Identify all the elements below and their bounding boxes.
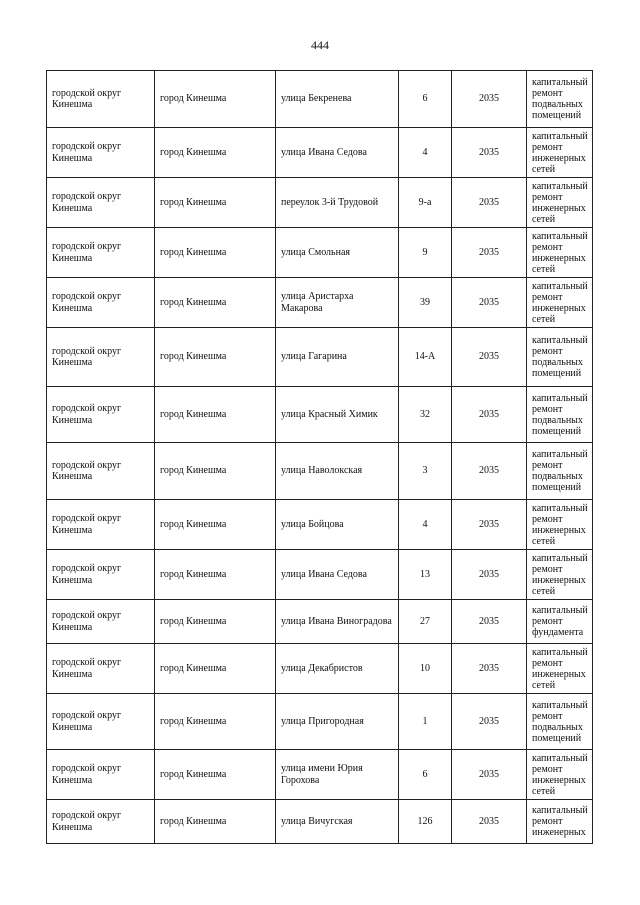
cell-dom: 39: [399, 278, 452, 328]
cell-dom: 14-А: [399, 328, 452, 387]
cell-dom: 6: [399, 71, 452, 128]
cell-gorod: город Кинешма: [155, 443, 276, 500]
cell-gorod: город Кинешма: [155, 228, 276, 278]
cell-dom: 9: [399, 228, 452, 278]
cell-dom: 9-а: [399, 178, 452, 228]
cell-god: 2035: [452, 228, 527, 278]
cell-ulica: улица Гагарина: [276, 328, 399, 387]
cell-ulica: улица Пригородная: [276, 694, 399, 750]
cell-okrug: городской округ Кинешма: [47, 71, 155, 128]
cell-vid: капитальный ремонт инженерных сетей: [527, 550, 593, 600]
cell-okrug: городской округ Кинешма: [47, 500, 155, 550]
cell-okrug: городской округ Кинешма: [47, 600, 155, 644]
table-row: [47, 800, 593, 844]
table-row: [47, 328, 593, 387]
cell-gorod: город Кинешма: [155, 178, 276, 228]
cell-ulica: улица Красный Химик: [276, 387, 399, 443]
cell-gorod: город Кинешма: [155, 500, 276, 550]
table-row: [47, 387, 593, 443]
cell-dom: 4: [399, 500, 452, 550]
cell-okrug: городской округ Кинешма: [47, 694, 155, 750]
cell-vid: капитальный ремонт инженерных сетей: [527, 500, 593, 550]
cell-vid: капитальный ремонт фундамента: [527, 600, 593, 644]
cell-gorod: город Кинешма: [155, 387, 276, 443]
cell-dom: 126: [399, 800, 452, 844]
cell-ulica: улица Бекренева: [276, 71, 399, 128]
cell-dom: 32: [399, 387, 452, 443]
cell-dom: 4: [399, 128, 452, 178]
register-table-body: [47, 71, 593, 844]
cell-ulica: улица Наволокская: [276, 443, 399, 500]
cell-god: 2035: [452, 644, 527, 694]
cell-god: 2035: [452, 550, 527, 600]
cell-okrug: городской округ Кинешма: [47, 278, 155, 328]
cell-gorod: город Кинешма: [155, 644, 276, 694]
cell-gorod: город Кинешма: [155, 278, 276, 328]
cell-vid: капитальный ремонт подвальных помещений: [527, 443, 593, 500]
cell-god: 2035: [452, 750, 527, 800]
cell-ulica: переулок 3-й Трудовой: [276, 178, 399, 228]
cell-okrug: городской округ Кинешма: [47, 443, 155, 500]
cell-vid: капитальный ремонт подвальных помещений: [527, 71, 593, 128]
cell-gorod: город Кинешма: [155, 550, 276, 600]
cell-okrug: городской округ Кинешма: [47, 128, 155, 178]
cell-vid: капитальный ремонт инженерных сетей: [527, 178, 593, 228]
table-row: [47, 71, 593, 128]
cell-gorod: город Кинешма: [155, 750, 276, 800]
cell-dom: 3: [399, 443, 452, 500]
cell-dom: 27: [399, 600, 452, 644]
cell-vid: капитальный ремонт инженерных сетей: [527, 644, 593, 694]
cell-gorod: город Кинешма: [155, 71, 276, 128]
cell-dom: 13: [399, 550, 452, 600]
cell-vid: капитальный ремонт инженерных сетей: [527, 278, 593, 328]
cell-god: 2035: [452, 178, 527, 228]
cell-ulica: улица Аристарха Макарова: [276, 278, 399, 328]
cell-dom: 1: [399, 694, 452, 750]
cell-god: 2035: [452, 800, 527, 844]
cell-okrug: городской округ Кинешма: [47, 328, 155, 387]
cell-ulica: улица Вичугская: [276, 800, 399, 844]
cell-okrug: городской округ Кинешма: [47, 178, 155, 228]
cell-okrug: городской округ Кинешма: [47, 750, 155, 800]
table-row: [47, 128, 593, 178]
table-row: [47, 178, 593, 228]
cell-god: 2035: [452, 128, 527, 178]
cell-god: 2035: [452, 387, 527, 443]
cell-god: 2035: [452, 443, 527, 500]
cell-god: 2035: [452, 500, 527, 550]
cell-okrug: городской округ Кинешма: [47, 800, 155, 844]
cell-gorod: город Кинешма: [155, 694, 276, 750]
cell-vid: капитальный ремонт инженерных сетей: [527, 228, 593, 278]
table-row: [47, 644, 593, 694]
cell-dom: 6: [399, 750, 452, 800]
cell-ulica: улица Ивана Седова: [276, 128, 399, 178]
table-row: [47, 278, 593, 328]
cell-vid: капитальный ремонт подвальных помещений: [527, 694, 593, 750]
cell-ulica: улица Смольная: [276, 228, 399, 278]
table-row: [47, 443, 593, 500]
cell-okrug: городской округ Кинешма: [47, 550, 155, 600]
cell-ulica: улица имени Юрия Горохова: [276, 750, 399, 800]
page-number: 444: [311, 38, 329, 52]
cell-vid: капитальный ремонт инженерных: [527, 800, 593, 844]
cell-god: 2035: [452, 600, 527, 644]
cell-gorod: город Кинешма: [155, 800, 276, 844]
table-row: [47, 600, 593, 644]
cell-vid: капитальный ремонт подвальных помещений: [527, 328, 593, 387]
table-row: [47, 550, 593, 600]
table-row: [47, 228, 593, 278]
cell-okrug: городской округ Кинешма: [47, 644, 155, 694]
cell-ulica: улица Декабристов: [276, 644, 399, 694]
cell-gorod: город Кинешма: [155, 328, 276, 387]
cell-gorod: город Кинешма: [155, 600, 276, 644]
cell-ulica: улица Бойцова: [276, 500, 399, 550]
cell-god: 2035: [452, 328, 527, 387]
cell-dom: 10: [399, 644, 452, 694]
table-row: [47, 694, 593, 750]
cell-god: 2035: [452, 278, 527, 328]
register-table: [46, 70, 593, 844]
cell-god: 2035: [452, 71, 527, 128]
cell-ulica: улица Ивана Виноградова: [276, 600, 399, 644]
cell-okrug: городской округ Кинешма: [47, 228, 155, 278]
cell-vid: капитальный ремонт инженерных сетей: [527, 750, 593, 800]
cell-vid: капитальный ремонт инженерных сетей: [527, 128, 593, 178]
cell-ulica: улица Ивана Седова: [276, 550, 399, 600]
cell-vid: капитальный ремонт подвальных помещений: [527, 387, 593, 443]
cell-okrug: городской округ Кинешма: [47, 387, 155, 443]
cell-gorod: город Кинешма: [155, 128, 276, 178]
table-row: [47, 750, 593, 800]
cell-god: 2035: [452, 694, 527, 750]
table-row: [47, 500, 593, 550]
